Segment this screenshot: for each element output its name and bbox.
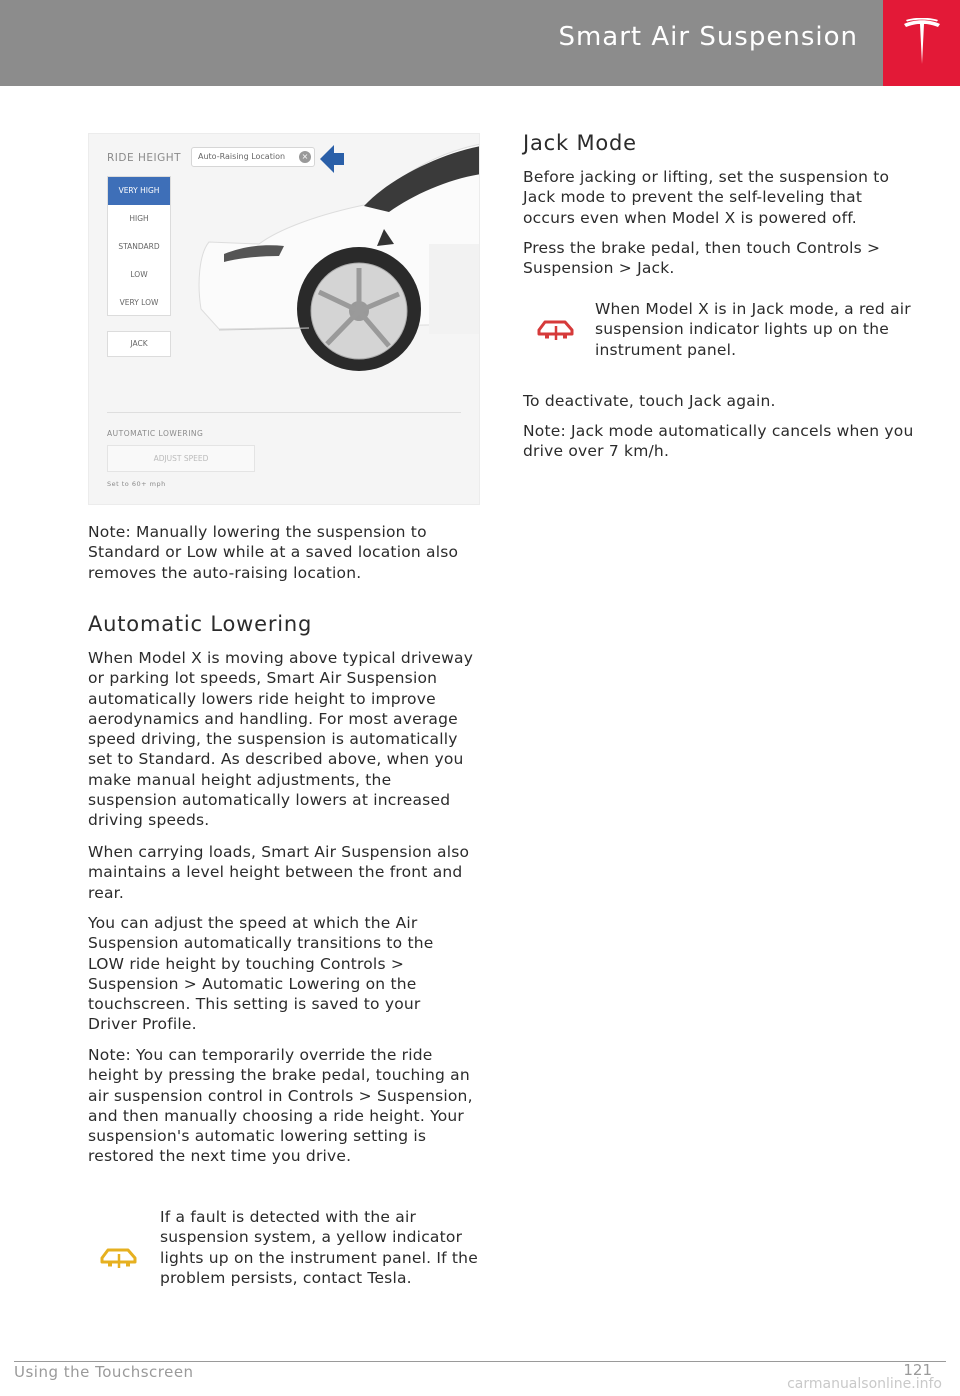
ride-height-list xyxy=(107,176,171,316)
ride-height-label: RIDE HEIGHT xyxy=(107,152,182,164)
para-jack-mode-2: Press the brake pedal, then touch Controls > Suspension > Jack. xyxy=(523,239,881,278)
automatic-lowering-label: AUTOMATIC LOWERING xyxy=(107,429,204,438)
footer-divider xyxy=(14,1361,946,1362)
auto-raising-chip[interactable] xyxy=(191,147,315,167)
height-option-very-low[interactable]: VERY LOW xyxy=(119,298,159,307)
para-automatic-lowering-1: When Model X is moving above typical driveway or parking lot speeds, Smart Air Suspension automatically lowers ride height to improve aerodynamics and handling. For most average speed driving, the suspension is automatically set to Standard. As described above, when you make manual height adjustments, the suspension automatically lowers at increased driving speeds. xyxy=(88,649,474,830)
page-title: Smart Air Suspension xyxy=(558,22,858,52)
figure-divider xyxy=(107,412,461,413)
model-x-car-image xyxy=(189,134,480,394)
note-override-ride-height: Note: You can temporarily override the ride height by pressing the brake pedal, touching an air suspension control in Controls > Suspension, and then manually choosing a ride height. Your suspension's automatic lowering setting is restored the next time you drive. xyxy=(88,1046,473,1166)
note-manual-lowering: Note: Manually lowering the suspension to Standard or Low while at a saved location also removes the auto-raising location. xyxy=(88,523,459,582)
note-jack-mode-cancel: Note: Jack mode automatically cancels when you drive over 7 km/h. xyxy=(523,422,914,461)
auto-raising-chip-label: Auto-Raising Location xyxy=(198,152,286,161)
height-option-very-high[interactable]: VERY HIGH xyxy=(108,177,170,205)
tesla-logo-icon xyxy=(902,18,942,66)
para-jack-mode-3: To deactivate, touch Jack again. xyxy=(523,392,776,410)
tesla-logo xyxy=(883,0,960,86)
jack-button[interactable]: JACK xyxy=(107,331,171,357)
arrow-left-icon xyxy=(320,145,344,173)
adjust-speed-button[interactable]: ADJUST SPEED xyxy=(107,445,255,472)
para-jack-mode-1: Before jacking or lifting, set the suspension to Jack mode to prevent the self-leveling that occurs even when Model X is powered off. xyxy=(523,168,890,227)
watermark: carmanualsonline.info xyxy=(787,1376,942,1392)
heading-jack-mode: Jack Mode xyxy=(523,131,637,155)
page-number: 121 xyxy=(903,1361,932,1379)
red-suspension-warning-icon xyxy=(535,316,577,342)
height-option-low[interactable]: LOW xyxy=(130,270,148,279)
height-option-standard[interactable]: STANDARD xyxy=(118,242,160,251)
close-icon[interactable]: × xyxy=(299,151,311,163)
footer-section-title: Using the Touchscreen xyxy=(14,1363,194,1381)
para-automatic-lowering-2: When carrying loads, Smart Air Suspension also maintains a level height between the front and rear. xyxy=(88,843,470,902)
yellow-suspension-warning-icon xyxy=(98,1244,140,1270)
suspension-screenshot xyxy=(88,133,480,505)
note-fault-detected: If a fault is detected with the air suspension system, a yellow indicator lights up on the instrument panel. If the problem persists, contact Tesla. xyxy=(160,1208,478,1287)
heading-automatic-lowering: Automatic Lowering xyxy=(88,612,313,636)
note-jack-mode-indicator: When Model X is in Jack mode, a red air suspension indicator lights up on the instrument panel. xyxy=(595,300,911,359)
para-automatic-lowering-3: You can adjust the speed at which the Air Suspension automatically transitions to the LOW ride height by touching Controls > Suspension > Automatic Lowering on the touchscreen. This setting is saved to your Driver Profile. xyxy=(88,914,434,1034)
page-header xyxy=(0,0,960,86)
speed-setting-note: Set to 60+ mph xyxy=(107,480,166,488)
height-option-high[interactable]: HIGH xyxy=(129,214,149,223)
